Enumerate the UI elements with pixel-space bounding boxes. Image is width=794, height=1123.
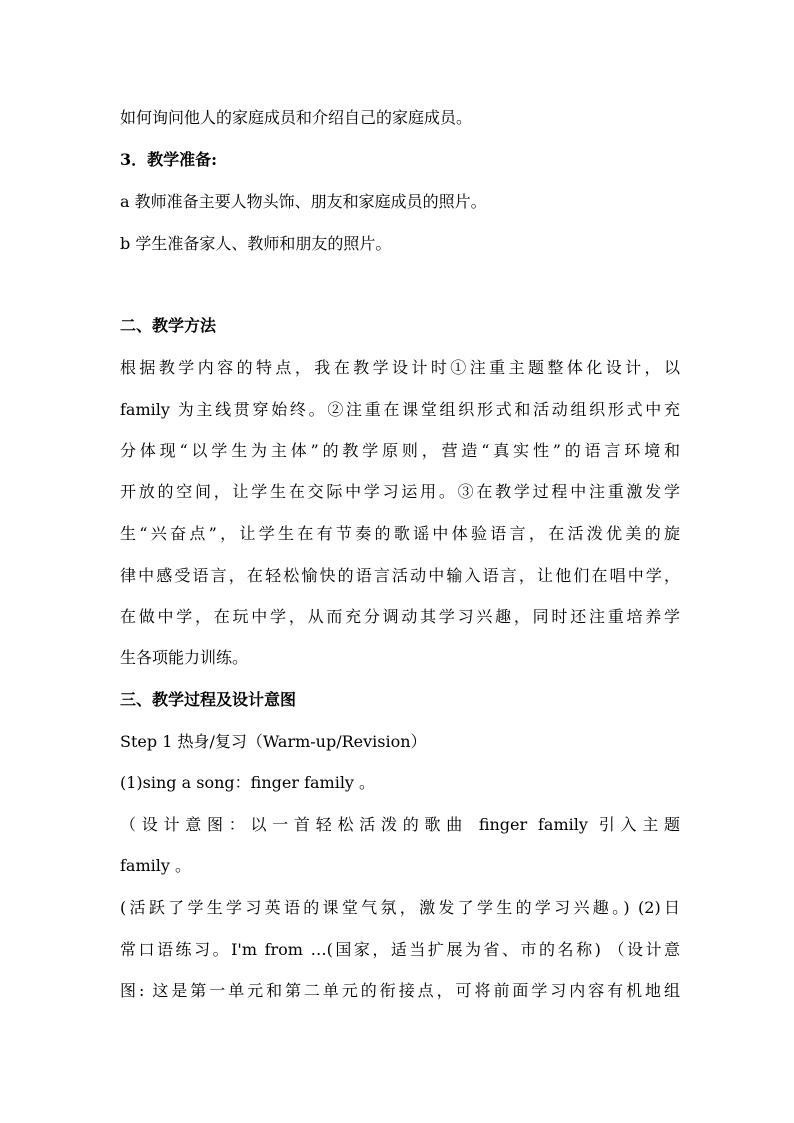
paragraph-line: (1)sing a song：finger family 。	[120, 773, 376, 792]
paragraph-line: 图: 这是第一单元和第二单元的衔接点，可将前面学习内容有机地组	[120, 981, 680, 1000]
paragraph-line: 分体现“以学生为主体”的教学原则，营造“真实性”的语言环境和	[120, 441, 680, 460]
paragraph-line: 生“兴奋点”，让学生在有节奏的歌谣中体验语言，在活泼优美的旋	[120, 524, 680, 543]
paragraph-line: 常口语练习。I'm from …(国家，适当扩展为省、市的名称) （设计意	[120, 940, 680, 959]
paragraph-line: 在做中学，在玩中学，从而充分调动其学习兴趣，同时还注重培养学	[120, 607, 680, 626]
paragraph-line: 根据教学内容的特点，我在教学设计时①注重主题整体化设计，以	[120, 358, 680, 377]
paragraph-line: family 。	[120, 856, 191, 875]
paragraph-line: 生各项能力训练。	[120, 648, 249, 667]
paragraph-line: (活跃了学生学习英语的课堂气氛，激发了学生的学习兴趣。) (2)日	[120, 898, 680, 917]
paragraph-line: b 学生准备家人、教师和朋友的照片。	[120, 234, 392, 253]
section-heading: 三、教学过程及设计意图	[120, 690, 297, 709]
paragraph-line: 开放的空间，让学生在交际中学习运用。③在教学过程中注重激发学	[120, 482, 680, 501]
paragraph-line: （设计意图：以一首轻松活泼的歌曲 finger family 引入主题	[120, 815, 680, 834]
paragraph-line: family 为主线贯穿始终。②注重在课堂组织形式和活动组织形式中充	[120, 400, 680, 419]
paragraph-line: a 教师准备主要人物头饰、朋友和家庭成员的照片。	[120, 192, 487, 211]
section-heading: 二、教学方法	[120, 316, 217, 335]
section-heading: 3．教学准备:	[120, 150, 218, 169]
paragraph-line: 如何询问他人的家庭成员和介绍自己的家庭成员。	[120, 108, 473, 127]
step-heading: Step 1 热身/复习（Warm-up/Revision）	[120, 732, 427, 751]
paragraph-line: 律中感受语言，在轻松愉快的语言活动中输入语言，让他们在唱中学，	[120, 566, 680, 585]
